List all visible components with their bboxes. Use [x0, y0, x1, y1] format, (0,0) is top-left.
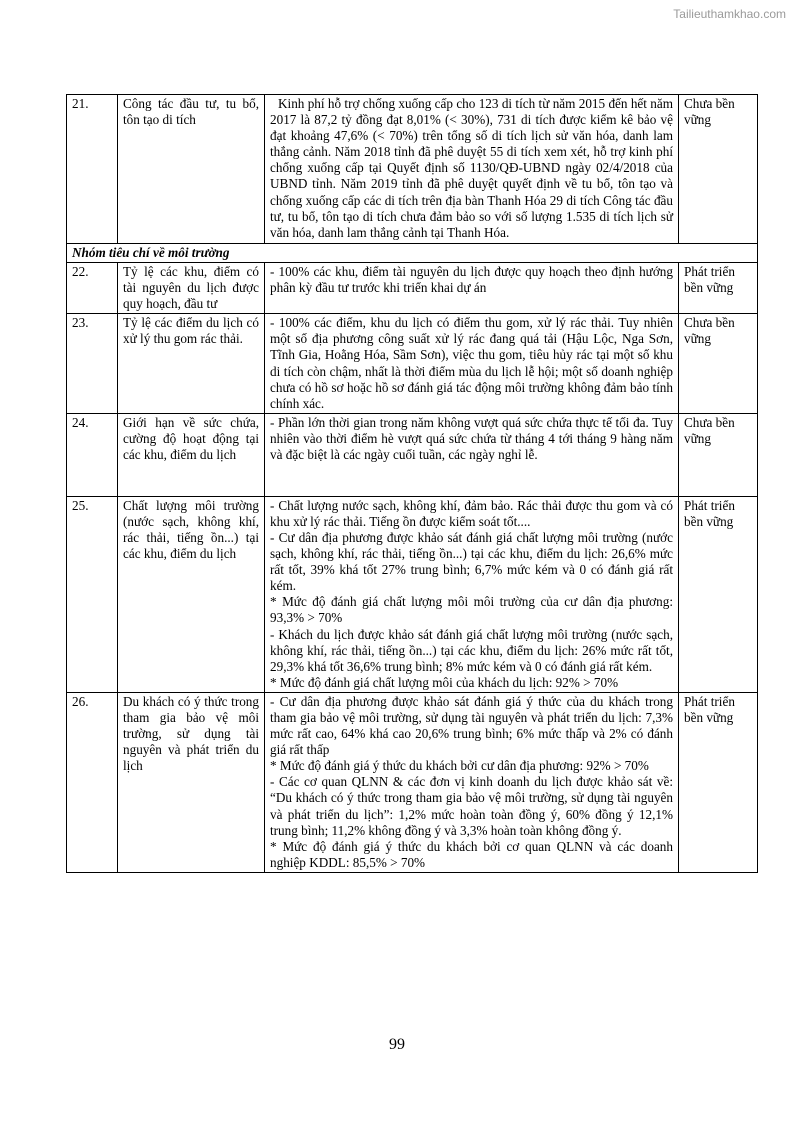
description-paragraph: - Cư dân địa phương được khảo sát đánh giá ý thức của du khách trong tham gia bảo vệ môi trường, sử dụng tài nguyên và phát triển du lịch: 7,3% mức rất cao, 64% khá cao 20,6% trung bình; 6% mức thấp và 2% có đánh giá rất thấp: [270, 693, 673, 758]
criteria-table: [66, 94, 758, 873]
page-number: 99: [389, 1036, 405, 1053]
description-paragraph: - Cư dân địa phương được khảo sát đánh giá chất lượng môi trường (nước sạch, không khí, rác thải, tiếng ồn...) tại các khu, điểm du lịch: 26,6% mức rất tốt, 39% khá tốt 27% trung bình; 6,7% mức kém và 0 có đánh giá rất kém.: [270, 529, 673, 594]
criterion-cell: Công tác đầu tư, tu bổ, tôn tạo di tích: [118, 95, 265, 244]
table-row: [67, 496, 758, 692]
description-paragraph: - Khách du lịch được khảo sát đánh giá chất lượng môi trường (nước sạch, không khí, rác thải, tiếng ồn...) tại các khu, điểm du lịch: 26% mức rất tốt, 29,3% khá tốt 36,6% trung bình; 8% mức kém và 0 có đánh giá rất kém.: [270, 626, 673, 674]
row-number: 25.: [67, 496, 118, 692]
description-cell: [265, 95, 679, 244]
row-number: 26.: [67, 692, 118, 872]
table-row: [67, 413, 758, 496]
status-cell: Chưa bền vững: [679, 413, 758, 496]
status-cell: Phát triển bền vững: [679, 496, 758, 692]
table-row: [67, 314, 758, 414]
status-cell: Phát triển bền vững: [679, 262, 758, 313]
description-cell: [265, 413, 679, 496]
row-number: 21.: [67, 95, 118, 244]
description-paragraph: - Các cơ quan QLNN & các đơn vị kinh doanh du lịch được khảo sát về: “Du khách có ý thức trong tham gia bảo vệ môi trường, sử dụng tài nguyên và phát triển du lịch”: 1,2% mức hoàn toàn đồng ý, 60% đồng ý 12,1% trung bình; 11,2% không đồng ý và 3,3% hoàn toàn không đồng ý.: [270, 774, 673, 838]
description-paragraph: * Mức độ đánh giá chất lượng môi môi trường của cư dân địa phương: 93,3% > 70%: [270, 594, 673, 626]
status-cell: Phát triển bền vững: [679, 692, 758, 872]
watermark: Tailieuthamkhao.com: [673, 7, 786, 21]
criterion-cell: Tỷ lệ các khu, điểm có tài nguyên du lịch được quy hoạch, đầu tư: [118, 262, 265, 313]
row-number: 24.: [67, 413, 118, 496]
description-paragraph: - 100% các khu, điểm tài nguyên du lịch được quy hoạch theo định hướng phân kỳ đầu tư trước khi triển khai dự án: [270, 263, 673, 296]
description-cell: [265, 314, 679, 414]
table-row: [67, 692, 758, 872]
section-row: [67, 243, 758, 262]
description-paragraph: - Chất lượng nước sạch, không khí, đảm bảo. Rác thải được thu gom và có khu xử lý rác thải. Tiếng ồn được kiểm soát tốt....: [270, 497, 673, 529]
table-row: [67, 262, 758, 313]
description-paragraph: * Mức độ đánh giá chất lượng môi của khách du lịch: 92% > 70%: [270, 674, 619, 690]
criterion-cell: Tỷ lệ các điểm du lịch có xử lý thu gom rác thải.: [118, 314, 265, 414]
table-row: [67, 95, 758, 244]
status-cell: Chưa bền vững: [679, 314, 758, 414]
description-cell: [265, 262, 679, 313]
criterion-cell: Giới hạn về sức chứa, cường độ hoạt động tại các khu, điểm du lịch: [118, 413, 265, 496]
description-cell: [265, 692, 679, 872]
criterion-cell: Du khách có ý thức trong tham gia bảo vệ môi trường, sử dụng tài nguyên và phát triển du lịch: [118, 692, 265, 872]
description-paragraph: - Phần lớn thời gian trong năm không vượt quá sức chứa thực tế tối đa. Tuy nhiên vào thời điểm hè vượt quá sức chứa từ tháng 4 tới tháng 9 hàng năm và đặc biệt là các ngày cuối tuần, các ngày nghỉ lễ.: [270, 414, 673, 462]
description-paragraph: - 100% các điểm, khu du lịch có điểm thu gom, xử lý rác thải. Tuy nhiên một số địa phương công suất xử lý rác đang quá tải (Hậu Lộc, Nga Sơn, Tĩnh Gia, Hoằng Hóa, Sầm Sơn), việc thu gom, tiêu hủy rác tại một số khu di tích còn chậm, nhất là thời điểm mùa du lịch lễ hội; một số doanh nghiệp chưa có hồ sơ hoặc hồ sơ đánh giá tác động môi trường không đảm bảo tính chính xác.: [270, 315, 673, 411]
row-number: 22.: [67, 262, 118, 313]
row-number: 23.: [67, 314, 118, 414]
section-heading: Nhóm tiêu chí về môi trường: [67, 243, 758, 262]
description-cell: [265, 496, 679, 692]
description-paragraph: * Mức độ đánh giá ý thức du khách bởi cư dân địa phương: 92% > 70%: [270, 758, 649, 774]
criterion-cell: Chất lượng môi trường (nước sạch, không khí, rác thải, tiếng ồn...) tại các khu, điểm du lịch: [118, 496, 265, 692]
description-paragraph: Kinh phí hỗ trợ chống xuống cấp cho 123 di tích từ năm 2015 đến hết năm 2017 là 87,2 tỷ đồng đạt 8,01% (< 30%), 731 di tích được kiểm kê bảo vệ đạt khoảng 47,6% (< 70%) trên tổng số di tích lịch sử văn hóa, danh lam thắng cảnh. Năm 2018 tỉnh đã phê duyệt 55 di tích xem xét, hỗ trợ kinh phí chống xuống cấp tại Quyết định số 1130/QĐ-UBND ngày 02/4/2018 của UBND tỉnh. Năm 2019 tỉnh đã phê duyệt quyết định về tu bổ, tôn tạo và chống xuống cấp các di tích trên địa bàn Thanh Hóa 29 di tích Công tác đầu tư, tu bổ, tôn tạo di tích chưa đảm bảo so với số lượng 1.535 di tích lịch sử văn hóa, danh lam thắng cảnh tại Thanh Hóa.: [270, 96, 673, 240]
description-paragraph: * Mức độ đánh giá ý thức du khách bởi cơ quan QLNN và các doanh nghiệp KDDL: 85,5% > 70%: [270, 838, 673, 870]
status-cell: Chưa bền vững: [679, 95, 758, 244]
